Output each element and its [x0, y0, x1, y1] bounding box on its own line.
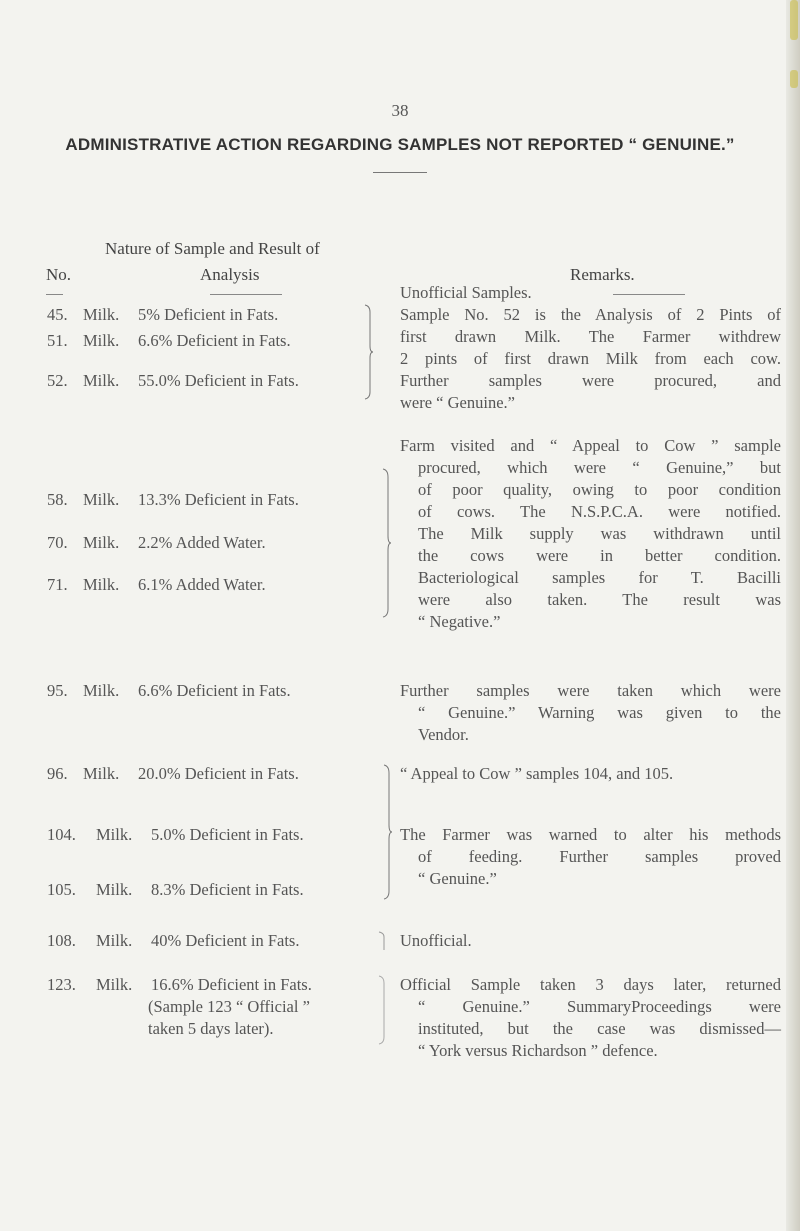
row-sample: Milk.: [83, 490, 120, 509]
row-number: 45.: [47, 305, 68, 324]
row-result: 2.2% Added Water.: [138, 533, 266, 552]
row-note: taken 5 days later).: [148, 1019, 274, 1038]
remark-line: Farm visited and “ Appeal to Cow ” sample: [400, 436, 781, 455]
row-number: 108.: [47, 931, 76, 950]
row-sample: Milk.: [83, 575, 120, 594]
remark-line: procured, which were “ Genuine,” but: [418, 458, 781, 477]
remarks-block: [400, 974, 781, 1062]
row-result: 13.3% Deficient in Fats.: [138, 490, 299, 509]
row-number: 105.: [47, 880, 76, 899]
remarks-block: [400, 763, 781, 785]
header-no: No.: [46, 265, 72, 284]
remark-line: The Milk supply was withdrawn until: [418, 524, 781, 543]
remark-line: Unofficial.: [400, 931, 472, 950]
row-sample: Milk.: [83, 371, 120, 390]
row-result: 20.0% Deficient in Fats.: [138, 764, 299, 783]
page-number: 38: [391, 101, 409, 120]
row-result: 16.6% Deficient in Fats.: [151, 975, 312, 994]
remark-line: “ Appeal to Cow ” samples 104, and 105.: [400, 764, 674, 783]
remarks-block: [400, 824, 781, 890]
remarks-block: [400, 282, 781, 414]
remark-line: Official Sample taken 3 days later, returned: [400, 975, 781, 994]
bracket: [383, 764, 391, 900]
remark-line: The Farmer was warned to alter his methods: [400, 825, 781, 844]
bracket: [382, 468, 390, 618]
header-nature-line2: Analysis: [200, 265, 260, 284]
remark-line: “ Genuine.”: [418, 869, 497, 888]
bracket: [378, 931, 386, 951]
remark-line: Unofficial Samples.: [400, 283, 532, 302]
row-sample: Milk.: [96, 975, 133, 994]
remark-line: were “ Genuine.”: [400, 393, 515, 412]
row-result: 8.3% Deficient in Fats.: [151, 880, 304, 899]
row-result: 6.6% Deficient in Fats.: [138, 681, 291, 700]
row-sample: Milk.: [83, 764, 120, 783]
title-divider: [373, 172, 427, 173]
row-result: 5% Deficient in Fats.: [138, 305, 279, 324]
remark-line: Vendor.: [418, 725, 469, 744]
row-sample: Milk.: [83, 331, 120, 350]
page-title: ADMINISTRATIVE ACTION REGARDING SAMPLES NOT REPORTED “ GENUINE.”: [65, 135, 735, 154]
row-result: 55.0% Deficient in Fats.: [138, 371, 299, 390]
row-result: 40% Deficient in Fats.: [151, 931, 300, 950]
row-sample: Milk.: [96, 880, 133, 899]
row-sample: Milk.: [83, 533, 120, 552]
row-number: 71.: [47, 575, 68, 594]
row-number: 58.: [47, 490, 68, 509]
remark-line: “ York versus Richardson ” defence.: [418, 1041, 658, 1060]
row-number: 70.: [47, 533, 68, 552]
remark-line: “ Negative.”: [418, 612, 501, 631]
row-number: 52.: [47, 371, 68, 390]
remark-line: first drawn Milk. The Farmer withdrew: [400, 327, 781, 346]
page-edge: [786, 0, 800, 1231]
remarks-block: [400, 930, 781, 952]
header-rule-no: [46, 294, 63, 295]
remark-line: of poor quality, owing to poor condition: [418, 480, 781, 499]
remark-line: “ Genuine.” Warning was given to the: [418, 703, 781, 722]
row-sample: Milk.: [96, 825, 133, 844]
row-number: 95.: [47, 681, 68, 700]
row-sample: Milk.: [96, 931, 133, 950]
row-note: (Sample 123 “ Official ”: [148, 997, 310, 1016]
bracket: [378, 975, 386, 1045]
remarks-block: [400, 680, 781, 746]
stain: [790, 0, 798, 40]
row-number: 123.: [47, 975, 76, 994]
remark-line: of cows. The N.S.P.C.A. were notified.: [418, 502, 781, 521]
header-rule-nature: [210, 294, 282, 295]
remark-line: “ Genuine.” SummaryProceedings were: [418, 997, 781, 1016]
remarks-block: [400, 435, 781, 633]
header-remarks: Remarks.: [570, 265, 635, 284]
remark-line: Sample No. 52 is the Analysis of 2 Pints of: [400, 305, 781, 324]
stain: [790, 70, 798, 88]
row-number: 104.: [47, 825, 76, 844]
row-result: 6.6% Deficient in Fats.: [138, 331, 291, 350]
remark-line: of feeding. Further samples proved: [418, 847, 781, 866]
remark-line: were also taken. The result was: [418, 590, 781, 609]
remark-line: Further samples were taken which were: [400, 681, 781, 700]
row-result: 5.0% Deficient in Fats.: [151, 825, 304, 844]
row-number: 96.: [47, 764, 68, 783]
bracket: [364, 304, 372, 400]
row-sample: Milk.: [83, 681, 120, 700]
header-nature-line1: Nature of Sample and Result of: [105, 239, 320, 258]
remark-line: Further samples were procured, and: [400, 371, 781, 390]
remark-line: 2 pints of first drawn Milk from each cow.: [400, 349, 781, 368]
row-result: 6.1% Added Water.: [138, 575, 266, 594]
remark-line: Bacteriological samples for T. Bacilli: [418, 568, 781, 587]
row-sample: Milk.: [83, 305, 120, 324]
remark-line: instituted, but the case was dismissed—: [418, 1019, 781, 1038]
row-number: 51.: [47, 331, 68, 350]
remark-line: the cows were in better condition.: [418, 546, 781, 565]
